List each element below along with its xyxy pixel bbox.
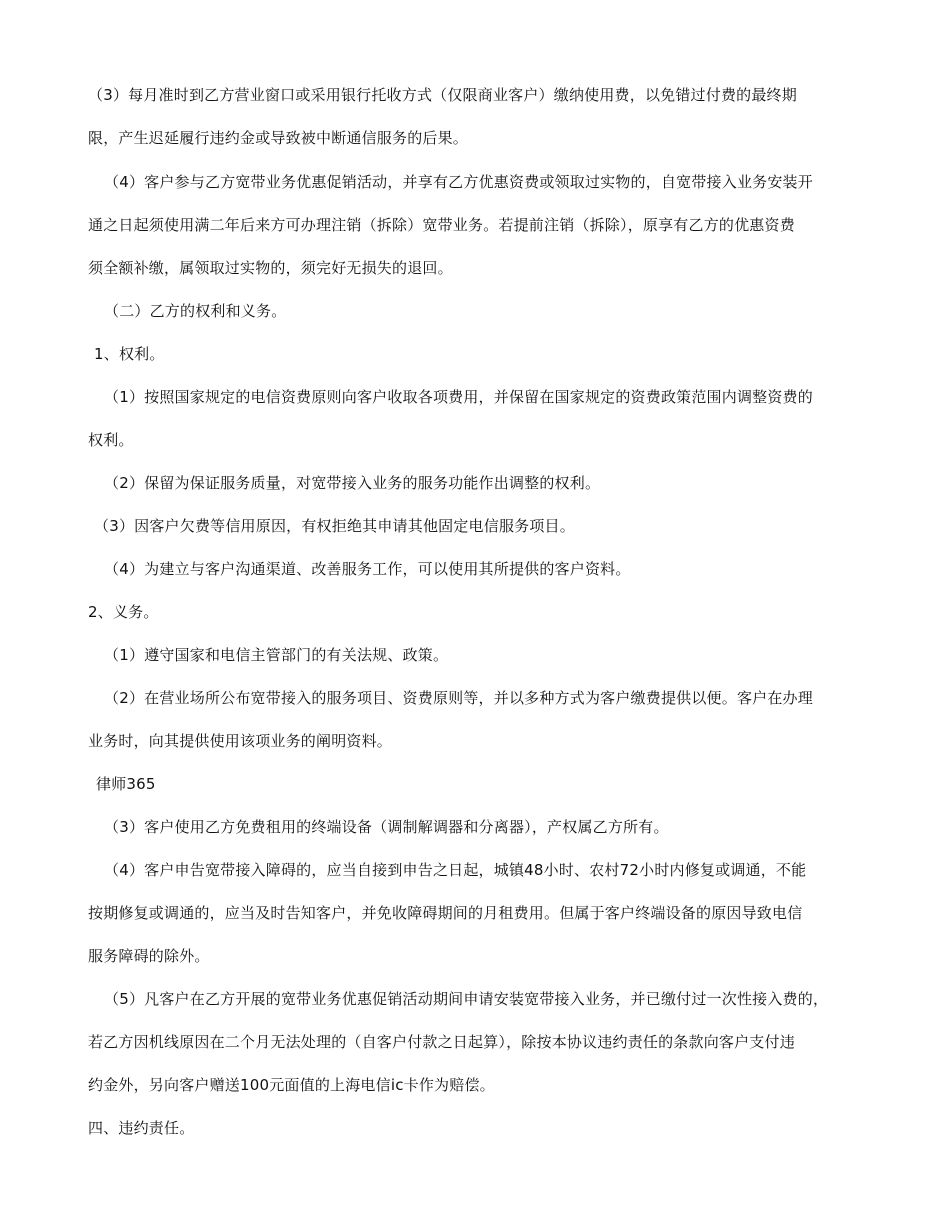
paragraph-line: 通之日起须使用满二年后来方可办理注销（拆除）宽带业务。若提前注销（拆除），原享有乙方的优惠资费 [88,216,795,234]
watermark-text: 律师365 [96,775,156,793]
paragraph-line: （3）因客户欠费等信用原因，有权拒绝其申请其他固定电信服务项目。 [94,517,575,535]
paragraph-line: 权利。 [88,431,134,449]
paragraph-line: （4）为建立与客户沟通渠道、改善服务工作，可以使用其所提供的客户资料。 [104,560,631,578]
paragraph-line: （2）在营业场所公布宽带接入的服务项目、资费原则等，并以多种方式为客户缴费提供以便。客户在办理 [104,689,813,707]
paragraph-line: 限，产生迟延履行违约金或导致被中断通信服务的后果。 [88,129,469,147]
paragraph-line: （1）遵守国家和电信主管部门的有关法规、政策。 [104,646,449,664]
paragraph-line: （2）保留为保证服务质量，对宽带接入业务的服务功能作出调整的权利。 [104,474,601,492]
section-heading: （二）乙方的权利和义务。 [104,302,287,320]
paragraph-line: （3）每月准时到乙方营业窗口或采用银行托收方式（仅限商业客户）缴纳使用费，以免错过付费的最终期 [88,86,797,104]
paragraph-line: （5）凡客户在乙方开展的宽带业务优惠促销活动期间申请安装宽带接入业务，并已缴付过一次性接入费的， [104,990,829,1008]
paragraph-line: 业务时，向其提供使用该项业务的阐明资料。 [88,732,393,750]
subsection-heading: 2、义务。 [88,603,159,621]
subsection-heading: 1、权利。 [94,345,165,363]
paragraph-line: （4）客户申告宽带接入障碍的，应当自接到申告之日起，城镇48小时、农村72小时内修复或调通，不能 [104,861,807,879]
paragraph-line: 服务障碍的除外。 [88,947,210,965]
paragraph-line: （4）客户参与乙方宽带业务优惠促销活动，并享有乙方优惠资费或领取过实物的，自宽带接入业务安装开 [104,173,813,191]
paragraph-line: （1）按照国家规定的电信资费原则向客户收取各项费用，并保留在国家规定的资费政策范围内调整资费的 [104,388,813,406]
paragraph-line: 约金外，另向客户赠送100元面值的上海电信ic卡作为赔偿。 [88,1076,495,1094]
section-heading: 四、违约责任。 [88,1119,195,1137]
paragraph-line: 须全额补缴，属领取过实物的，须完好无损失的退回。 [88,259,453,277]
paragraph-line: 按期修复或调通的，应当及时告知客户，并免收障碍期间的月租费用。但属于客户终端设备的原因导致电信 [88,904,803,922]
paragraph-line: 若乙方因机线原因在二个月无法处理的（自客户付款之日起算），除按本协议违约责任的条款向客户支付违 [88,1033,795,1051]
paragraph-line: （3）客户使用乙方免费租用的终端设备（调制解调器和分离器），产权属乙方所有。 [104,818,669,836]
